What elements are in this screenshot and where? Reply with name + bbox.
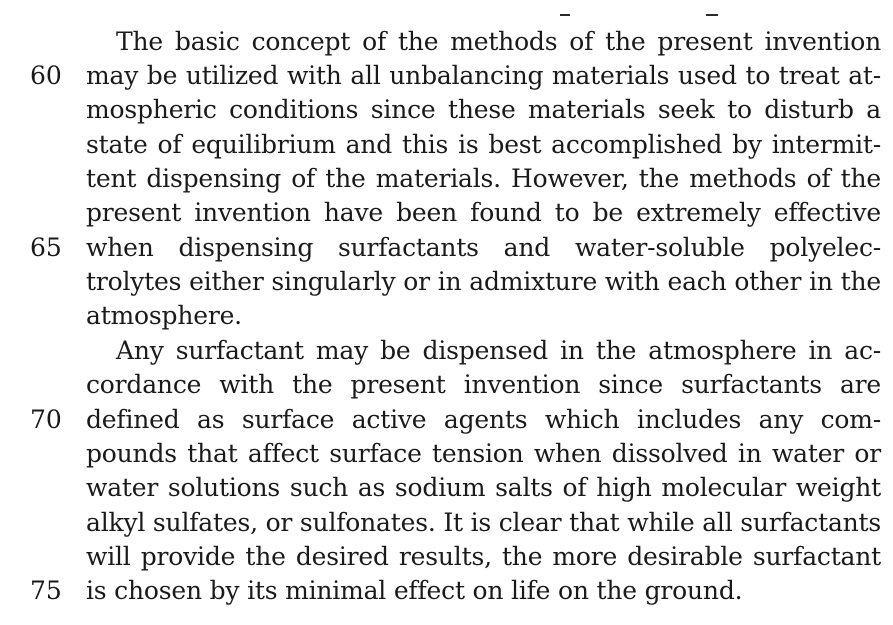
text-line: will provide the desired results, the more desirable surfactant <box>86 542 881 571</box>
text-line: cordance with the present invention since surfactants are <box>86 370 881 399</box>
text-line: pounds that affect surface tension when dissolved in water or <box>86 439 881 468</box>
text-line: The basic concept of the methods of the present invention <box>116 27 881 56</box>
line-number-70: 70 <box>30 405 62 434</box>
text-line: is chosen by its minimal effect on life on the ground. <box>86 576 743 605</box>
text-line: present invention have been found to be extremely effective <box>86 198 881 227</box>
text-line: mospheric conditions since these materials seek to disturb a <box>86 95 881 124</box>
text-line: trolytes either singularly or in admixture with each other in the <box>86 267 881 296</box>
text-line: state of equilibrium and this is best accomplished by intermit- <box>86 130 881 159</box>
text-line: tent dispensing of the materials. However, the methods of the <box>86 164 881 193</box>
line-number-65: 65 <box>30 233 62 262</box>
text-line: Any surfactant may be dispensed in the atmosphere in ac- <box>116 336 881 365</box>
line-number-60: 60 <box>30 61 62 90</box>
text-line: defined as surface active agents which includes any com- <box>86 405 881 434</box>
text-line: water solutions such as sodium salts of high molecular weight <box>86 473 881 502</box>
text-line: when dispensing surfactants and water-soluble polyelec- <box>86 233 881 262</box>
text-line: alkyl sulfates, or sulfonates. It is clear that while all surfactants <box>86 508 882 537</box>
print-speck <box>560 14 570 16</box>
text-line: atmosphere. <box>86 301 242 330</box>
text-line: may be utilized with all unbalancing materials used to treat at- <box>86 61 881 90</box>
line-number-75: 75 <box>30 576 62 605</box>
print-speck <box>706 14 718 16</box>
